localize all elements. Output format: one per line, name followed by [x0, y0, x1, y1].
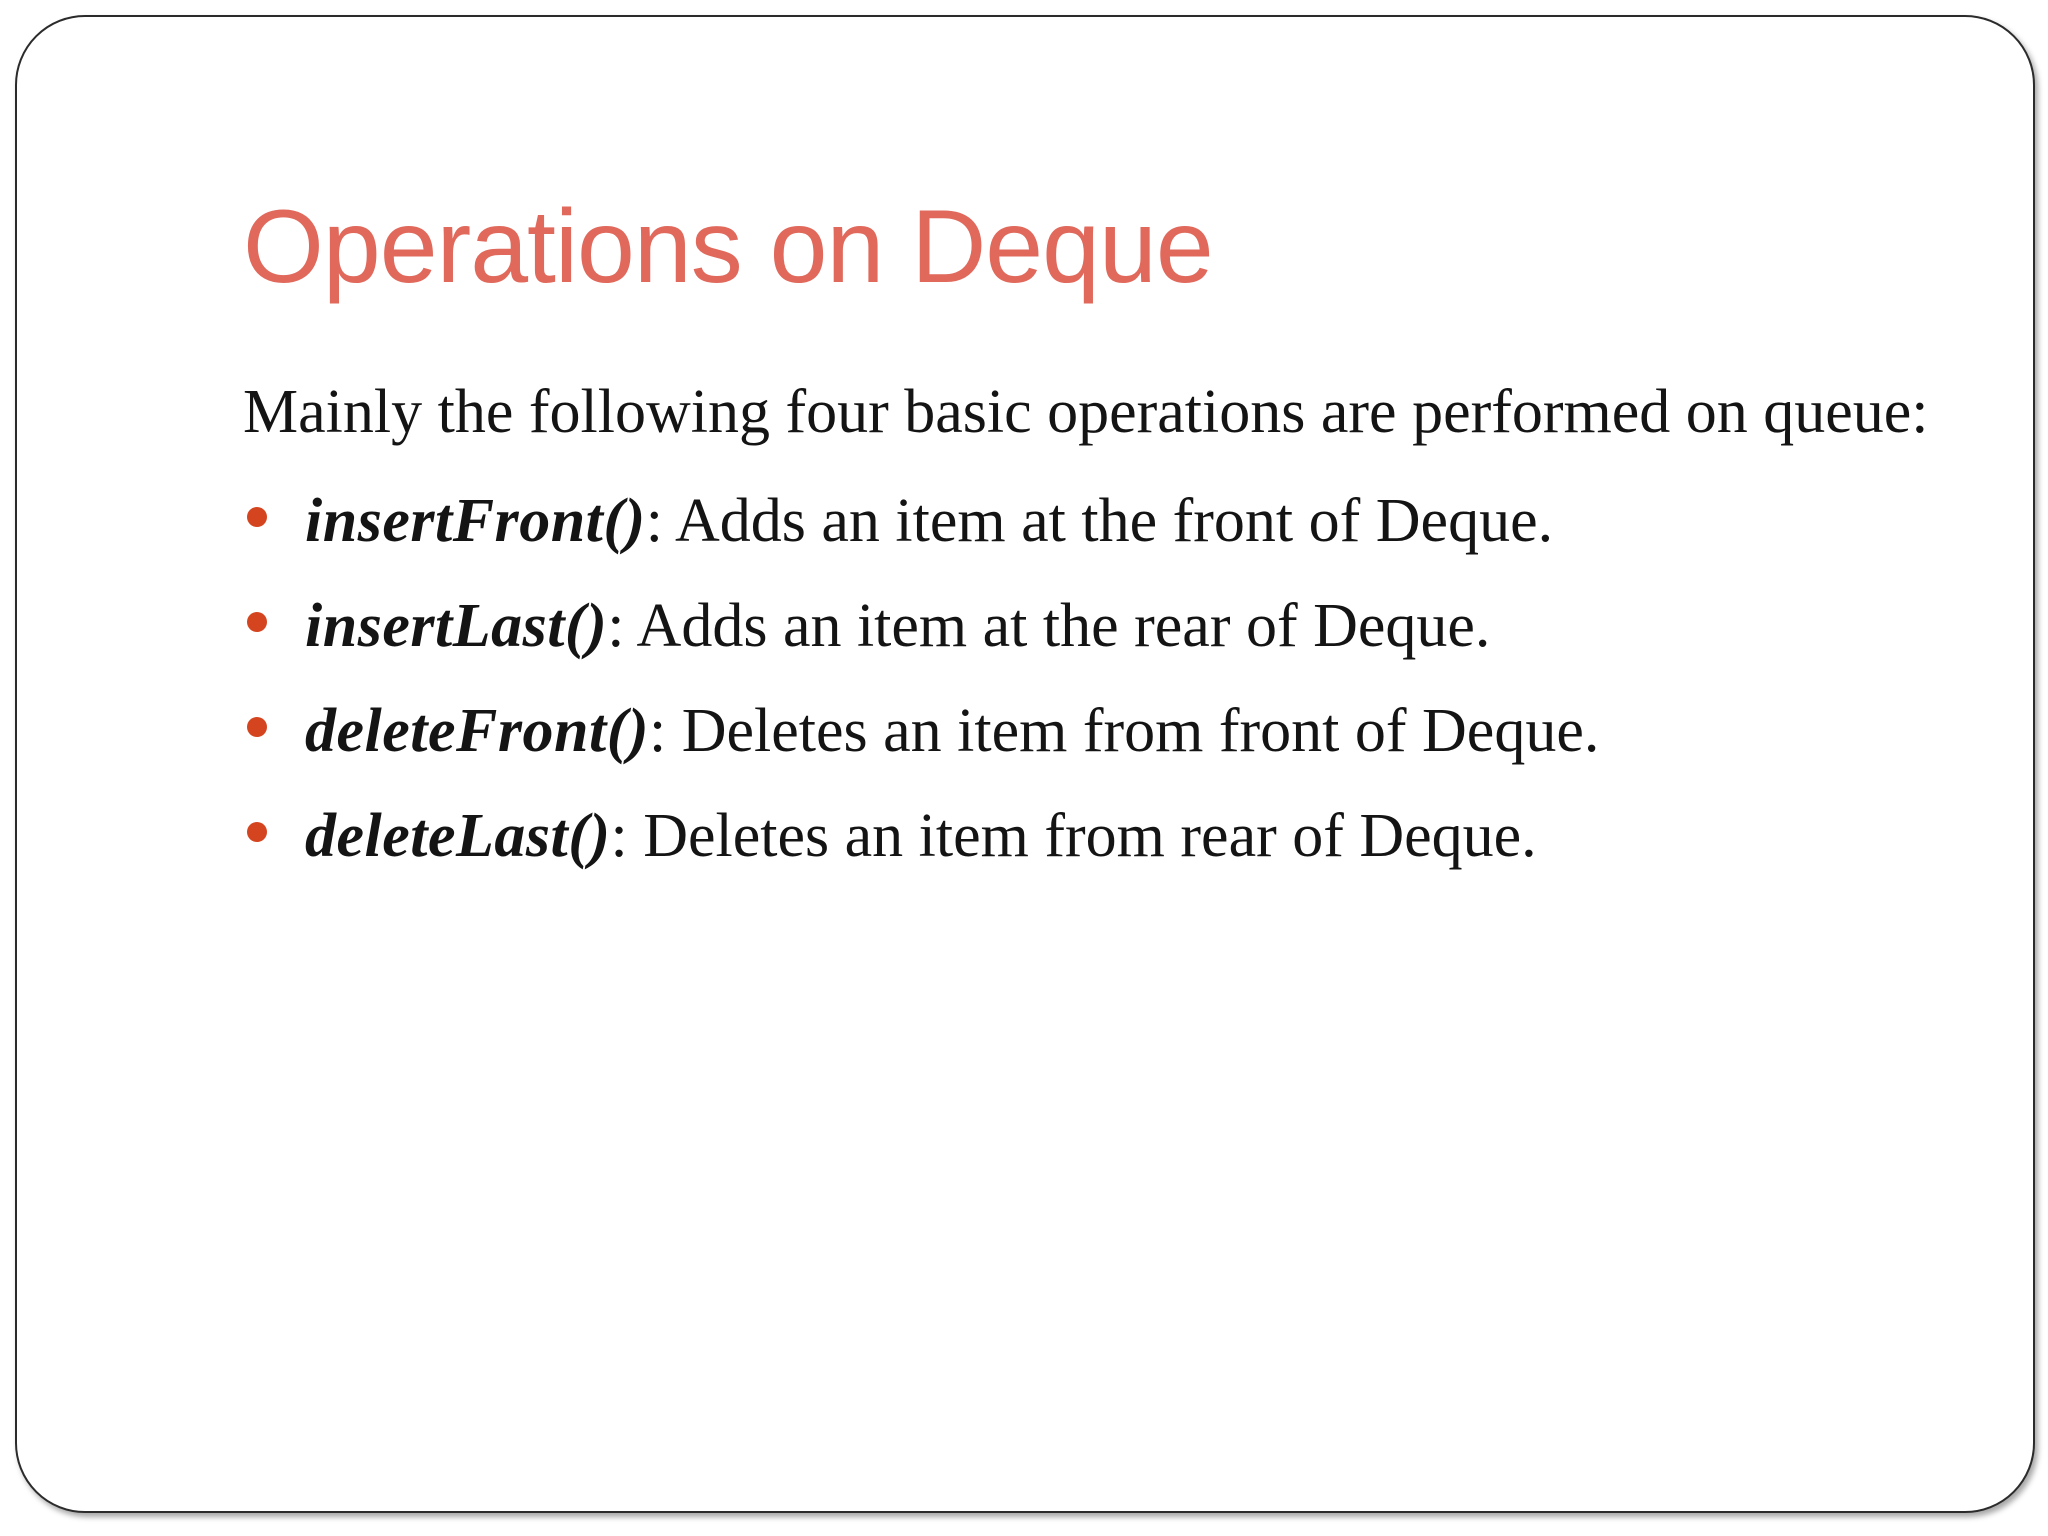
bullet-icon: [247, 507, 267, 527]
slide-title: Operations on Deque: [243, 189, 1213, 305]
bullet-icon: [247, 612, 267, 632]
list-item: [243, 574, 1943, 679]
operation-description: : Deletes an item from front of Deque.: [649, 697, 1600, 765]
operation-description: : Adds an item at the front of Deque.: [645, 487, 1554, 555]
list-item: [243, 784, 1943, 889]
operations-list: [243, 469, 1943, 889]
list-item: [243, 679, 1943, 784]
operation-name: insertLast(): [305, 592, 608, 660]
operation-name: deleteLast(): [305, 802, 611, 870]
bullet-icon: [247, 717, 267, 737]
list-item: [243, 469, 1943, 574]
intro-text: Mainly the following four basic operations are performed on queue:: [243, 378, 1929, 446]
slide-body: [243, 367, 1943, 889]
operation-name: insertFront(): [305, 487, 646, 555]
operation-description: : Deletes an item from rear of Deque.: [610, 802, 1537, 870]
operation-description: : Adds an item at the rear of Deque.: [607, 592, 1491, 660]
bullet-icon: [247, 822, 267, 842]
operation-name: deleteFront(): [305, 697, 649, 765]
slide-frame: [15, 15, 2035, 1513]
